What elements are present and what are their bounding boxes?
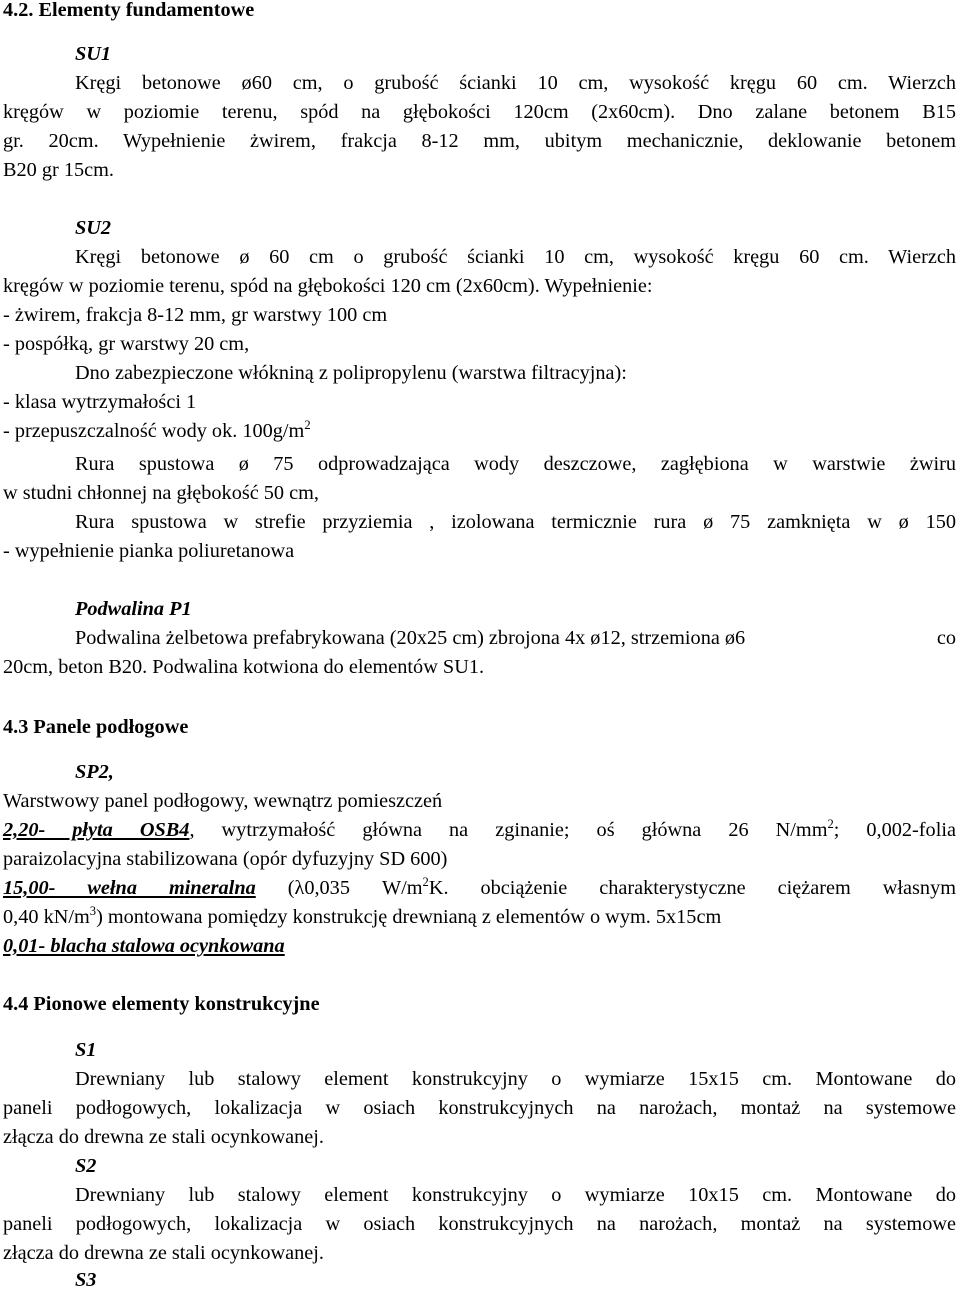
su2-line-6: - klasa wytrzymałości 1 (3, 391, 197, 413)
sp2-layer-2 (3, 874, 956, 903)
su1-line-3: gr. 20cm. Wypełnienie żwirem, frakcja 8-12 mm, ubitym mechanicznie, deklowanie betonem (3, 130, 956, 152)
sp2-label: SP2, (75, 761, 114, 783)
superscript: 2 (422, 875, 429, 890)
s2-line-1: Drewniany lub stalowy element konstrukcyjny o wymiarze 10x15 cm. Montowane do (75, 1184, 956, 1206)
s2-line-2: paneli podłogowych, lokalizacja w osiach konstrukcyjnych na narożach, montaż na systemowe (3, 1213, 956, 1235)
su2-line-1: Kręgi betonowe ø 60 cm o grubość ścianki 10 cm, wysokość kręgu 60 cm. Wierzch (75, 246, 956, 268)
layer-2-cont-text-end: ) montowana pomiędzy konstrukcję drewnianą z elementów o wym. 5x15cm (96, 906, 722, 928)
layer-2-cont-text: 0,40 kN/m (3, 906, 90, 928)
superscript: 2 (827, 817, 834, 832)
layer-2-thickness: 15,00- wełna mineralna (3, 877, 256, 899)
su2-line-7-text: - przepuszczalność wody ok. 100g/m (3, 420, 305, 442)
s2-line-3: złącza do drewna ze stali ocynkowanej. (3, 1242, 324, 1264)
su2-label: SU2 (75, 217, 112, 239)
su2-line-11: - wypełnienie pianka poliuretanowa (3, 540, 295, 562)
su2-line-9: w studni chłonnej na głębokość 50 cm, (3, 482, 319, 504)
layer-1-thickness: 2,20- płyta OSB4 (3, 819, 190, 841)
s1-line-2: paneli podłogowych, lokalizacja w osiach konstrukcyjnych na narożach, montaż na systemowe (3, 1097, 956, 1119)
s1-label: S1 (75, 1039, 97, 1061)
su2-line-5: Dno zabezpieczone włókniną z polipropylenu (warstwa filtracyjna): (75, 362, 627, 384)
su2-line-10: Rura spustowa w strefie przyziemia , izolowana termicznie rura ø 75 zamknięta w ø 150 (75, 511, 956, 533)
p1-line-1-end: co (936, 627, 956, 649)
superscript: 2 (304, 418, 311, 433)
sp2-layer-1 (3, 816, 956, 845)
s1-line-1: Drewniany lub stalowy element konstrukcyjny o wymiarze 15x15 cm. Montowane do (75, 1068, 956, 1090)
section-heading-4-3: 4.3 Panele podłogowe (3, 716, 189, 738)
layer-2-text-end: K. obciążenie charakterystyczne ciężarem własnym (428, 877, 956, 899)
p1-line-2: 20cm, beton B20. Podwalina kotwiona do elementów SU1. (3, 656, 485, 678)
p1-label: Podwalina P1 (75, 598, 192, 620)
su1-line-2: kręgów w poziomie terenu, spód na głębokości 120cm (2x60cm). Dno zalane betonem B15 (3, 101, 956, 123)
su2-line-8: Rura spustowa ø 75 odprowadzająca wody deszczowe, zagłębiona w warstwie żwiru (75, 453, 956, 475)
su2-line-2: kręgów w poziomie terenu, spód na głębokości 120 cm (2x60cm). Wypełnienie: (3, 275, 653, 297)
sp2-layer-2-cont (3, 903, 956, 932)
sp2-layer-1-cont: paraizolacyjna stabilizowana (opór dyfuzyjny SD 600) (3, 848, 448, 870)
sp2-layer-3 (3, 932, 956, 961)
superscript: 3 (89, 904, 97, 919)
layer-1-text-end: ; 0,002-folia (833, 819, 956, 841)
su1-line-4: B20 gr 15cm. (3, 159, 114, 181)
s3-label: S3 (75, 1269, 97, 1291)
s2-label: S2 (75, 1155, 97, 1177)
su1-line-1: Kręgi betonowe ø60 cm, o grubość ścianki 10 cm, wysokość kręgu 60 cm. Wierzch (75, 72, 956, 94)
su2-line-4: - pospółką, gr warstwy 20 cm, (3, 333, 250, 355)
layer-1-text: , wytrzymałość główna na zginanie; oś główna 26 N/mm (189, 819, 828, 841)
p1-line-1 (75, 624, 956, 653)
su1-label: SU1 (75, 43, 112, 65)
su2-line-7 (3, 417, 956, 446)
sp2-description: Warstwowy panel podłogowy, wewnątrz pomieszczeń (3, 790, 443, 812)
layer-3-thickness: 0,01- blacha stalowa ocynkowana (3, 935, 285, 957)
section-heading-4-4: 4.4 Pionowe elementy konstrukcyjne (3, 993, 320, 1015)
layer-2-text: (λ0,035 W/m (255, 877, 423, 899)
section-heading-4-2: 4.2. Elementy fundamentowe (3, 0, 255, 21)
su2-line-3: - żwirem, frakcja 8-12 mm, gr warstwy 100 cm (3, 304, 388, 326)
p1-line-1-main: Podwalina żelbetowa prefabrykowana (20x25 cm) zbrojona 4x ø12, strzemiona ø6 (75, 627, 746, 649)
s1-line-3: złącza do drewna ze stali ocynkowanej. (3, 1126, 324, 1148)
